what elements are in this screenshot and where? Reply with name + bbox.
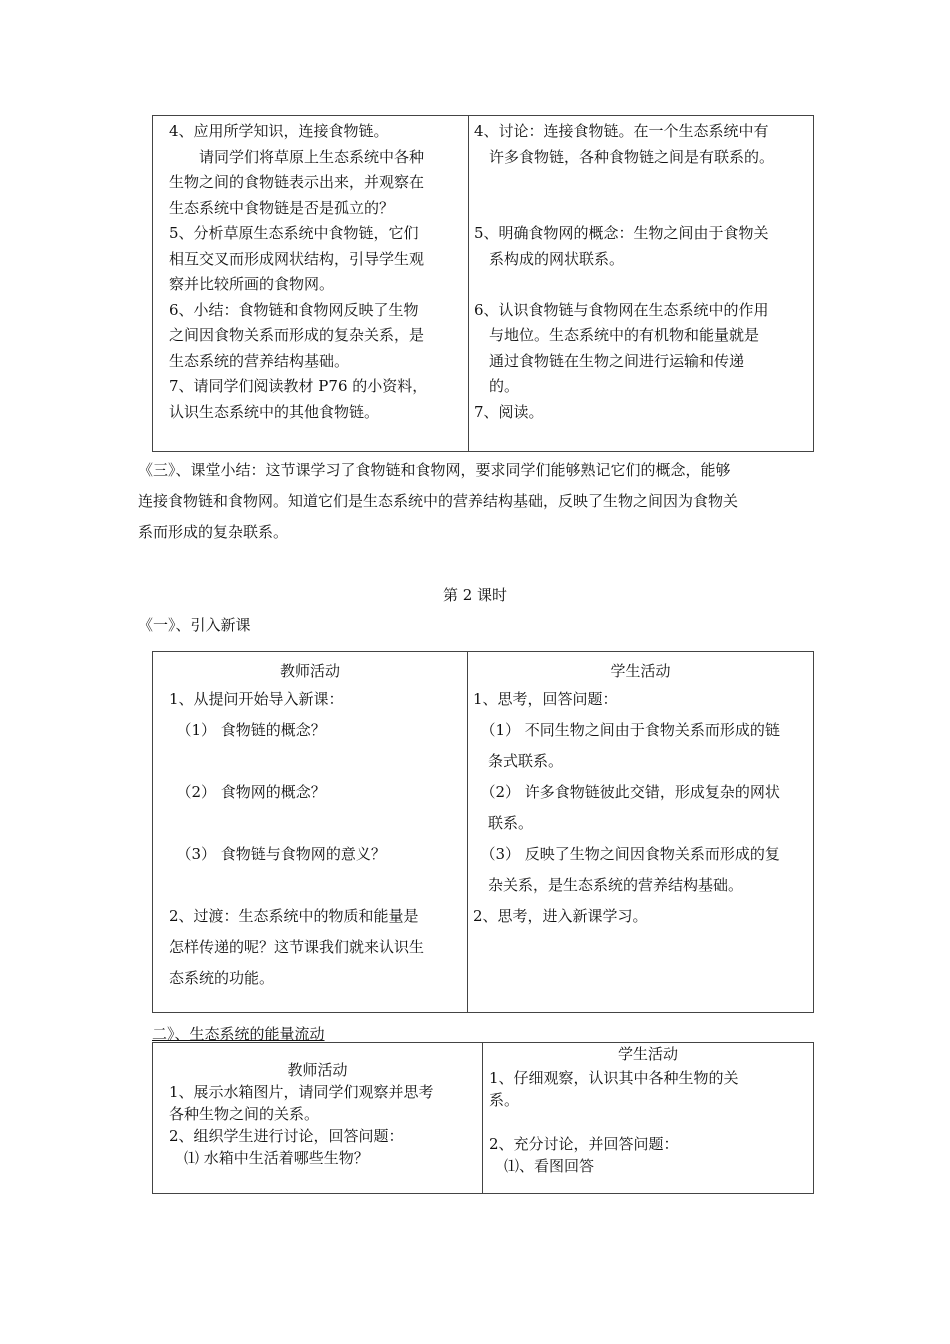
student-activity-line: 4、讨论：连接食物链。在一个生态系统中有 xyxy=(474,122,769,140)
student-activity-line xyxy=(474,196,813,222)
teacher-activity-line xyxy=(169,808,467,839)
student-activity-line: （3） 反映了生物之间因食物关系而形成的复 xyxy=(473,845,780,863)
student-activity-line: 系构成的网状联系。 xyxy=(474,249,625,268)
teacher-activity-line: 生态系统中食物链是否是孤立的？ xyxy=(169,198,395,217)
student-activity-line xyxy=(489,1111,813,1133)
teacher-activity-line: 生物之间的食物链表示出来，并观察在 xyxy=(169,173,425,191)
teacher-activity-line: 察并比较所画的食物网。 xyxy=(169,275,335,293)
teacher-activity-lines xyxy=(153,1081,482,1169)
student-activity-cell xyxy=(468,652,814,1013)
lesson2-title: 第 2 课时 xyxy=(442,586,508,604)
student-activity-line: 杂关系，是生态系统的营养结构基础。 xyxy=(473,876,744,894)
teacher-activity-line xyxy=(169,870,467,901)
student-activity-line: 2、思考，进入新课学习。 xyxy=(473,907,648,925)
teacher-activity-cell xyxy=(153,652,468,1013)
teacher-activity-line: 1、从提问开始导入新课： xyxy=(169,690,344,708)
teacher-activity-line: （1） 食物链的概念？ xyxy=(169,721,326,739)
section2-title: 二》、生态系统的能量流动 xyxy=(152,1025,325,1043)
student-activity-line: 1、仔细观察，认识其中各种生物的关 xyxy=(489,1069,739,1087)
section1-title: 《一》、引入新课 xyxy=(138,616,251,634)
student-activity-line: ⑴、看图回答 xyxy=(489,1157,595,1175)
student-activity-line: 5、明确食物网的概念：生物之间由于食物关 xyxy=(474,224,769,242)
intro-lesson-table xyxy=(152,651,814,1013)
teacher-activity-line: 之间因食物关系而形成的复杂关系，是 xyxy=(169,326,425,344)
teacher-activity-line: 生态系统的营养结构基础。 xyxy=(169,351,350,370)
teacher-activity-line: 4、应用所学知识，连接食物链。 xyxy=(169,122,389,140)
student-activity-line xyxy=(474,272,813,298)
student-activity-line: 与地位。生态系统中的有机物和能量就是 xyxy=(474,326,760,344)
student-activity-line: （1） 不同生物之间由于食物关系而形成的链 xyxy=(473,721,780,739)
teacher-activity-line: 各种生物之间的关系。 xyxy=(169,1105,320,1123)
student-activity-line: 1、思考，回答问题： xyxy=(473,690,618,708)
student-activity-header: 学生活动 xyxy=(610,662,671,680)
lesson1-activity-table xyxy=(152,115,814,452)
teacher-activity-header: 教师活动 xyxy=(287,1061,348,1079)
student-activity-line: 系。 xyxy=(489,1091,520,1109)
energy-flow-table xyxy=(152,1042,814,1194)
teacher-activity-line: 认识生态系统中的其他食物链。 xyxy=(169,402,380,421)
teacher-activity-line: 态系统的功能。 xyxy=(169,969,275,987)
student-activity-line: 通过食物链在生物之间进行运输和传递 xyxy=(474,351,745,370)
teacher-activity-line: 2、过渡：生态系统中的物质和能量是 xyxy=(169,907,419,925)
teacher-activity-line: 相互交叉而形成网状结构，引导学生观 xyxy=(169,249,425,268)
teacher-activity-line: ⑴ 水箱中生活着哪些生物？ xyxy=(169,1149,369,1167)
teacher-activity-line xyxy=(169,746,467,777)
teacher-activity-line: 请同学们将草原上生态系统中各种 xyxy=(169,147,425,166)
teacher-activity-line: 6、小结：食物链和食物网反映了生物 xyxy=(169,300,419,319)
student-activity-line: 条式联系。 xyxy=(473,752,564,770)
teacher-activity-line: 5、分析草原生态系统中食物链，它们 xyxy=(169,224,419,242)
teacher-activity-lines xyxy=(153,682,467,994)
teacher-activity-cell xyxy=(153,1043,483,1194)
student-activity-line: （2） 许多食物链彼此交错，形成复杂的网状 xyxy=(473,783,780,801)
student-activity-line: 7、阅读。 xyxy=(474,402,544,421)
teacher-activity-line: 怎样传递的呢？这节课我们就来认识生 xyxy=(169,938,425,956)
student-activity-line: 许多食物链，各种食物链之间是有联系的。 xyxy=(474,147,775,166)
summary-line: 系而形成的复杂联系。 xyxy=(138,523,289,541)
teacher-activity-line: （2） 食物网的概念？ xyxy=(169,783,326,801)
student-activity-line xyxy=(474,170,813,196)
student-activity-line: 6、认识食物链与食物网在生态系统中的作用 xyxy=(474,300,769,319)
summary-line: 连接食物链和食物网。知道它们是生态系统中的营养结构基础，反映了生物之间因为食物关 xyxy=(138,492,739,510)
student-activity-header: 学生活动 xyxy=(617,1045,678,1063)
student-activity-lines xyxy=(468,682,813,932)
teacher-activity-line: （3） 食物链与食物网的意义？ xyxy=(169,845,386,863)
teacher-activity-line: 7、请同学们阅读教材 P76 的小资料， xyxy=(169,377,428,395)
class-summary-paragraph xyxy=(138,455,828,548)
teacher-activity-cell xyxy=(153,116,469,452)
teacher-activity-line: 1、展示水箱图片，请同学们观察并思考 xyxy=(169,1083,434,1101)
student-activity-lines xyxy=(483,1065,813,1177)
student-activity-cell xyxy=(483,1043,814,1194)
teacher-activity-line: 2、组织学生进行讨论，回答问题： xyxy=(169,1127,404,1145)
summary-line: 《三》、课堂小结：这节课学习了食物链和食物网，要求同学们能够熟记它们的概念，能够 xyxy=(138,461,731,479)
student-activity-line: 的。 xyxy=(474,377,520,395)
teacher-activity-header: 教师活动 xyxy=(279,662,340,680)
student-activity-line: 联系。 xyxy=(473,814,534,832)
teacher-activity-lines xyxy=(153,116,468,425)
student-activity-line: 2、充分讨论，并回答问题： xyxy=(489,1135,679,1153)
student-activity-lines xyxy=(469,116,813,425)
student-activity-cell xyxy=(469,116,814,452)
